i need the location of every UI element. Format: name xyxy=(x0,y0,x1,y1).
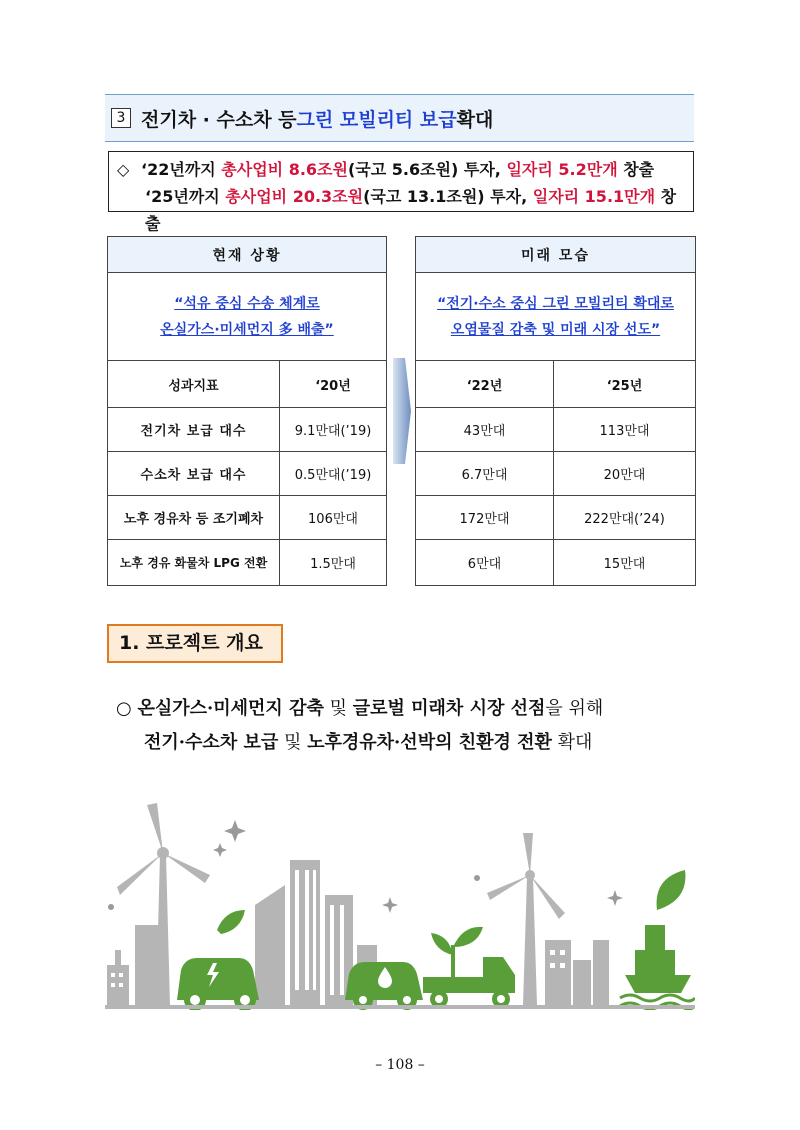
section-title-highlight: 그린 모빌리티 보급 xyxy=(296,108,457,131)
summary-box xyxy=(108,151,694,233)
table-row: 6만대 15만대 xyxy=(416,540,696,586)
current-status-table xyxy=(107,236,387,586)
table-row: 수소차 보급 대수 0.5만대(’19) xyxy=(108,452,387,496)
green-mobility-illustration xyxy=(105,795,695,1010)
section-title-pre: 전기차 · 수소차 등 xyxy=(141,108,297,131)
overview-heading: 1. 프로젝트 개요 xyxy=(107,624,283,663)
arrow-right-icon xyxy=(393,350,411,472)
summary-line-1: ◇ ‘22년까지 총사업비 8.6조원(국고 5.6조원) 투자, 일자리 5.2만개 창출 xyxy=(117,156,685,183)
table-row: 6.7만대 20만대 xyxy=(416,452,696,496)
table-row: 노후 경유 화물차 LPG 전환 1.5만대 xyxy=(108,540,387,586)
summary-cost-25: 총사업비 20.3조원 xyxy=(225,187,364,206)
col-year-25: ‘25년 xyxy=(554,361,696,408)
summary-jobs-25: 일자리 15.1만개 xyxy=(532,187,656,206)
summary-jobs-22: 일자리 5.2만개 xyxy=(506,160,618,179)
section-title-post: 확대 xyxy=(456,108,494,131)
col-year-20: ‘20년 xyxy=(280,361,387,408)
overview-bullet: ○ 온실가스·미세먼지 감축 및 글로벌 미래차 시장 선점을 위해 전기·수소차 보급 및 노후경유차·선박의 친환경 전환 확대 xyxy=(116,698,604,753)
col-indicator: 성과지표 xyxy=(108,361,280,408)
table-row: 172만대 222만대(’24) xyxy=(416,496,696,540)
current-status-slogan: “석유 중심 수송 체계로 온실가스·미세먼지 多 배출” xyxy=(108,273,387,361)
table-row: 노후 경유차 등 조기폐차 106만대 xyxy=(108,496,387,540)
table-row: 43만대 113만대 xyxy=(416,408,696,452)
ship-icon xyxy=(620,870,695,1009)
table-row: 전기차 보급 대수 9.1만대(’19) xyxy=(108,408,387,452)
section-number: 3 xyxy=(111,108,131,128)
future-status-table xyxy=(415,236,696,586)
circle-bullet-icon: ○ xyxy=(116,698,132,719)
section-title xyxy=(105,94,694,142)
summary-line-2: ‘25년까지 총사업비 20.3조원(국고 13.1조원) 투자, 일자리 15.1만개 창출 xyxy=(145,187,677,233)
current-status-header: 현재 상황 xyxy=(108,237,387,273)
future-status-slogan: “전기·수소 중심 그린 모빌리티 확대로 오염물질 감축 및 미래 시장 선도” xyxy=(416,273,696,361)
col-year-22: ‘22년 xyxy=(416,361,554,408)
page-number: – 108 – xyxy=(375,1057,425,1073)
future-status-header: 미래 모습 xyxy=(416,237,696,273)
summary-cost-22: 총사업비 8.6조원 xyxy=(221,160,348,179)
diamond-bullet-icon: ◇ xyxy=(117,160,130,179)
electric-car-icon xyxy=(177,910,259,1010)
